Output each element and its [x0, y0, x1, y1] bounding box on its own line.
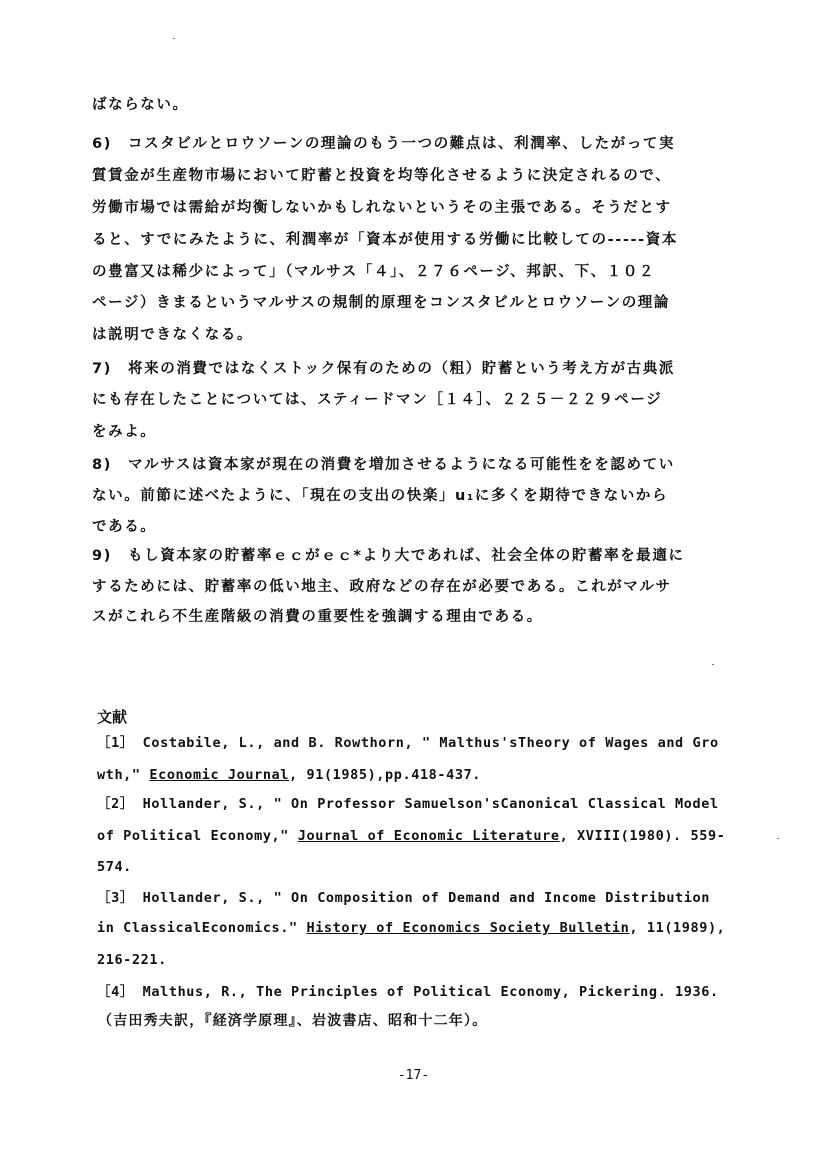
reference-4-line-1: ［4］ Malthus, R., The Principles of Political Economy, Pickering. 1936. — [97, 984, 719, 1000]
reference-2-line-3: 574. — [97, 859, 132, 875]
reference-text: of Political Economy," — [97, 828, 298, 844]
reference-3-line-2 — [97, 918, 777, 938]
note-line: ると、すでにみたように、利潤率が「資本が使用する労働に比較しての-----資本 — [92, 232, 678, 248]
scan-speck — [712, 664, 714, 665]
reference-text: , 11(1989), — [629, 920, 726, 936]
journal-title: Economic Journal — [149, 767, 290, 783]
page-number: -17- — [397, 1068, 430, 1083]
reference-4-line-2: （吉田秀夫訳，『経済学原理』、岩波書店、昭和十二年）。 — [98, 1013, 488, 1029]
note-line: ページ）きまるというマルサスの規制的原理をコンスタビルとロウソーンの理論 — [92, 295, 671, 311]
note-line: である。 — [92, 519, 157, 535]
note-line: 8) マルサスは資本家が現在の消費を増加させるようになる可能性をを認めてい — [92, 457, 675, 473]
reference-text: , 91(1985),pp.418-437. — [289, 767, 482, 783]
references-heading: 文献 — [97, 708, 128, 726]
note-line: をみよ。 — [92, 424, 157, 440]
note-line: は説明できなくなる。 — [92, 327, 253, 343]
note-line: するためには、貯蓄率の低い地主、政府などの存在が必要である。これがマルサ — [92, 579, 672, 595]
note-line: 6) コスタビルとロウソーンの理論のもう一つの難点は、利潤率、したがって実 — [92, 136, 676, 152]
reference-text: , XVIII(1980). 559- — [559, 828, 726, 844]
note-line: スがこれら不生産階級の消費の重要性を強調する理由である。 — [92, 609, 543, 625]
note-line: 質賃金が生産物市場において貯蓄と投資を均等化させるように決定されるので、 — [92, 168, 672, 184]
note-line: ない。前節に述べたように、「現在の支出の快楽」u₁に多くを期待できないから — [92, 488, 669, 504]
reference-2-line-1: ［2］ Hollander, S., " On Professor Samuelson'sCanonical Classical Model — [97, 796, 719, 812]
note-line: ばならない。 — [92, 97, 189, 113]
reference-1-line-1: ［1］ Costabile, L., and B. Rowthorn, " Malthus'sTheory of Wages and Gro — [97, 735, 719, 751]
note-line: 労働市場では需給が均衡しないかもしれないというその主張である。そうだとす — [92, 200, 672, 216]
note-line: 9) もし資本家の貯蓄率ｅｃがｅｃ*より大であれば、社会全体の貯蓄率を最適に — [92, 548, 685, 564]
reference-text: in ClassicalEconomics." — [97, 920, 307, 936]
scan-speck — [173, 38, 175, 39]
scan-speck — [777, 838, 779, 839]
note-line: にも存在したことについては、スティードマン［１４］、２２５－２２９ページ — [92, 392, 663, 408]
reference-1-line-2 — [97, 765, 777, 785]
reference-3-line-1: ［3］ Hollander, S., " On Composition of Demand and Income Distribution — [97, 890, 710, 906]
reference-text: wth," — [97, 767, 150, 783]
reference-2-line-2 — [97, 826, 777, 846]
note-line: 7) 将来の消費ではなくストック保有のための（粗）貯蓄という考え方が古典派 — [92, 361, 675, 377]
journal-title: History of Economics Society Bulletin — [306, 920, 630, 936]
reference-3-line-3: 216-221. — [97, 952, 167, 968]
note-line: の豊富又は稀少によって」（マルサス「４」、２７６ページ、邦訳、下、１０２ — [92, 264, 656, 280]
journal-title: Journal of Economic Literature — [297, 828, 560, 844]
